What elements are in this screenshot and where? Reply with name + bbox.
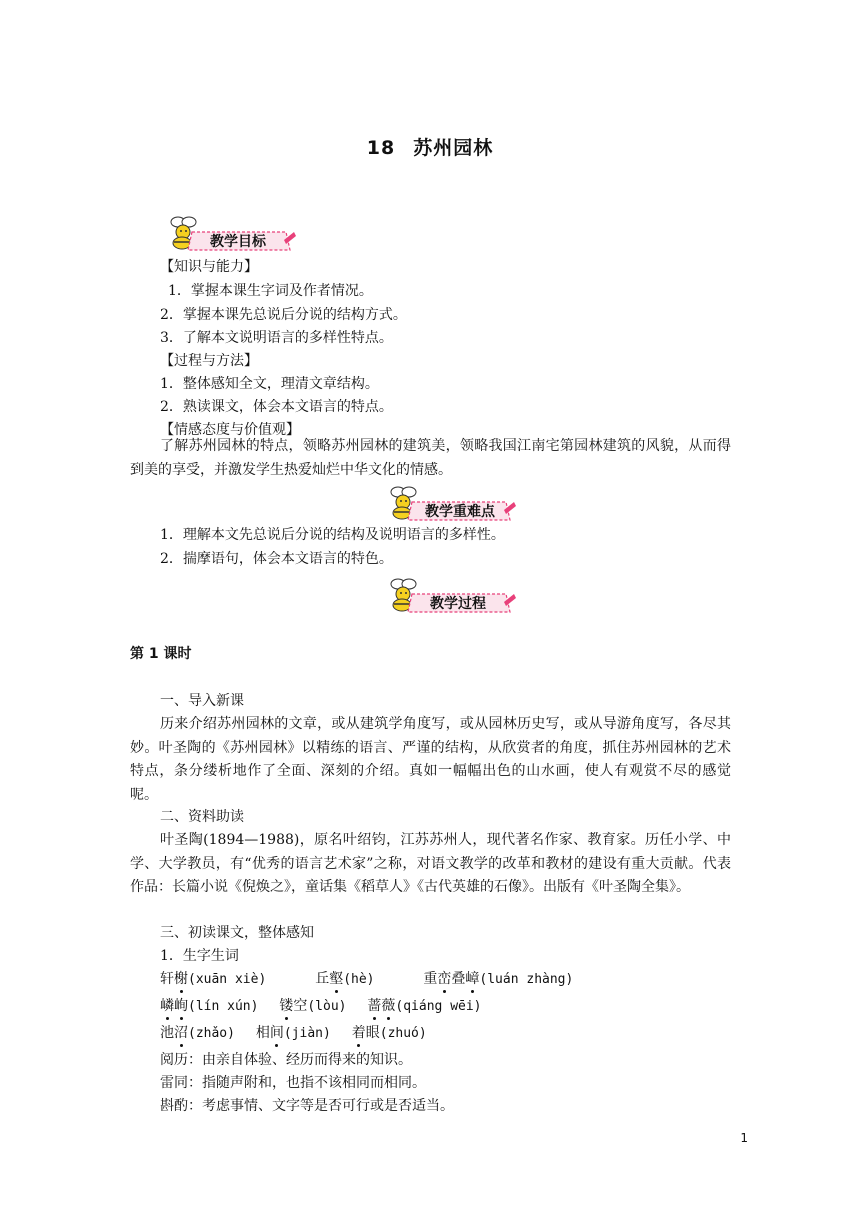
lesson-heading: 第 1 课时 — [130, 646, 192, 662]
section-heading: 二、资料助读 — [160, 809, 244, 825]
section-heading: 三、初读课文，整体感知 — [160, 925, 314, 941]
section-paragraph: 叶圣陶(1894—1988)，原名叶绍钧，江苏苏州人，现代著名作家、教育家。历任小学、中学、大学教员，有“优秀的语言艺术家”之称，对语文教学的改革和教材的建设有重大贡献。代表作品：长篇小说《倪焕之》，童话集《稻草人》《古代英雄的石像》。出版有《叶圣陶全集》。 — [130, 832, 731, 895]
vocab-pinyin: (zhuó) — [379, 1026, 427, 1041]
goal-item: 3．了解本文说明语言的多样性特点。 — [160, 330, 393, 346]
goal-paragraph: 了解苏州园林的特点，领略苏州园林的建筑美，领略我国江南宅第园林建筑的风貌，从而得到美的享受，并激发学生热爱灿烂中华文化的情感。 — [130, 438, 731, 478]
page-title — [0, 133, 860, 160]
goals-banner — [158, 210, 298, 256]
process-banner-label: 教学过程 — [430, 596, 486, 612]
vocab-pinyin: (xuān xiè) — [188, 972, 267, 987]
vocab-pinyin: (lín xún) — [188, 999, 259, 1014]
vocab-row — [160, 968, 573, 991]
heading-emotion: 【情感态度与价值观】 — [160, 422, 300, 438]
goals-banner-label: 教学目标 — [210, 234, 266, 250]
definition-item: 雷同：指随声附和，也指不该相同而相同。 — [160, 1075, 426, 1091]
vocab-row — [160, 995, 482, 1018]
vocab-word: 着眼 — [352, 1025, 380, 1041]
vocab-word: 相间 — [256, 1025, 284, 1041]
keypoint-item: 2．揣摩语句，体会本文语言的特色。 — [160, 551, 393, 567]
goal-item: 1．整体感知全文，理清文章结构。 — [160, 376, 379, 392]
keypoints-banner — [378, 480, 518, 526]
vocab-word: 丘壑 — [315, 971, 343, 987]
vocab-word: 重峦叠嶂 — [423, 971, 479, 987]
lesson-number: 18 — [366, 137, 396, 159]
vocab-word: 蔷薇 — [367, 998, 395, 1014]
goal-item: 1．掌握本课生字词及作者情况。 — [168, 283, 373, 299]
keypoint-item: 1．理解本文先总说后分说的结构及说明语言的多样性。 — [160, 527, 505, 543]
subsection-heading: 1．生字生词 — [160, 948, 239, 964]
vocab-word: 池沼 — [160, 1025, 188, 1041]
vocab-pinyin: (luán zhàng) — [479, 972, 574, 987]
section-paragraph: 历来介绍苏州园林的文章，或从建筑学角度写，或从园林历史写，或从导游角度写，各尽其妙。叶圣陶的《苏州园林》以精练的语言、严谨的结构，从欣赏者的角度，抓住苏州园林的艺术特点，条分缕析地作了全面、深刻的介绍。真如一幅幅出色的山水画，使人有观赏不尽的感觉呢。 — [130, 716, 731, 803]
lesson-title: 苏州园林 — [413, 137, 494, 159]
vocab-word: 轩榭 — [160, 971, 188, 987]
page-number: 1 — [740, 1131, 748, 1145]
vocab-pinyin: (jiàn) — [283, 1026, 331, 1041]
vocab-pinyin: (hè) — [343, 972, 375, 987]
process-banner — [378, 572, 518, 618]
vocab-pinyin: (lòu) — [307, 999, 347, 1014]
vocab-word: 镂空 — [279, 998, 307, 1014]
keypoints-banner-label: 教学重难点 — [425, 504, 495, 520]
vocab-pinyin: (zhǎo) — [188, 1026, 235, 1041]
definition-item: 阅历：由亲自体验、经历而得来的知识。 — [160, 1052, 412, 1068]
vocab-row — [160, 1022, 427, 1045]
heading-process-method: 【过程与方法】 — [160, 353, 258, 369]
goal-item: 2．掌握本课先总说后分说的结构方式。 — [160, 307, 407, 323]
goal-item: 2．熟读课文，体会本文语言的特点。 — [160, 399, 393, 415]
section-heading: 一、导入新课 — [160, 693, 244, 709]
vocab-word: 嶙峋 — [160, 998, 188, 1014]
definition-item: 斟酌：考虑事情、文字等是否可行或是否适当。 — [160, 1098, 454, 1114]
heading-knowledge: 【知识与能力】 — [160, 259, 258, 275]
vocab-pinyin: (qiáng wēi) — [395, 999, 482, 1014]
